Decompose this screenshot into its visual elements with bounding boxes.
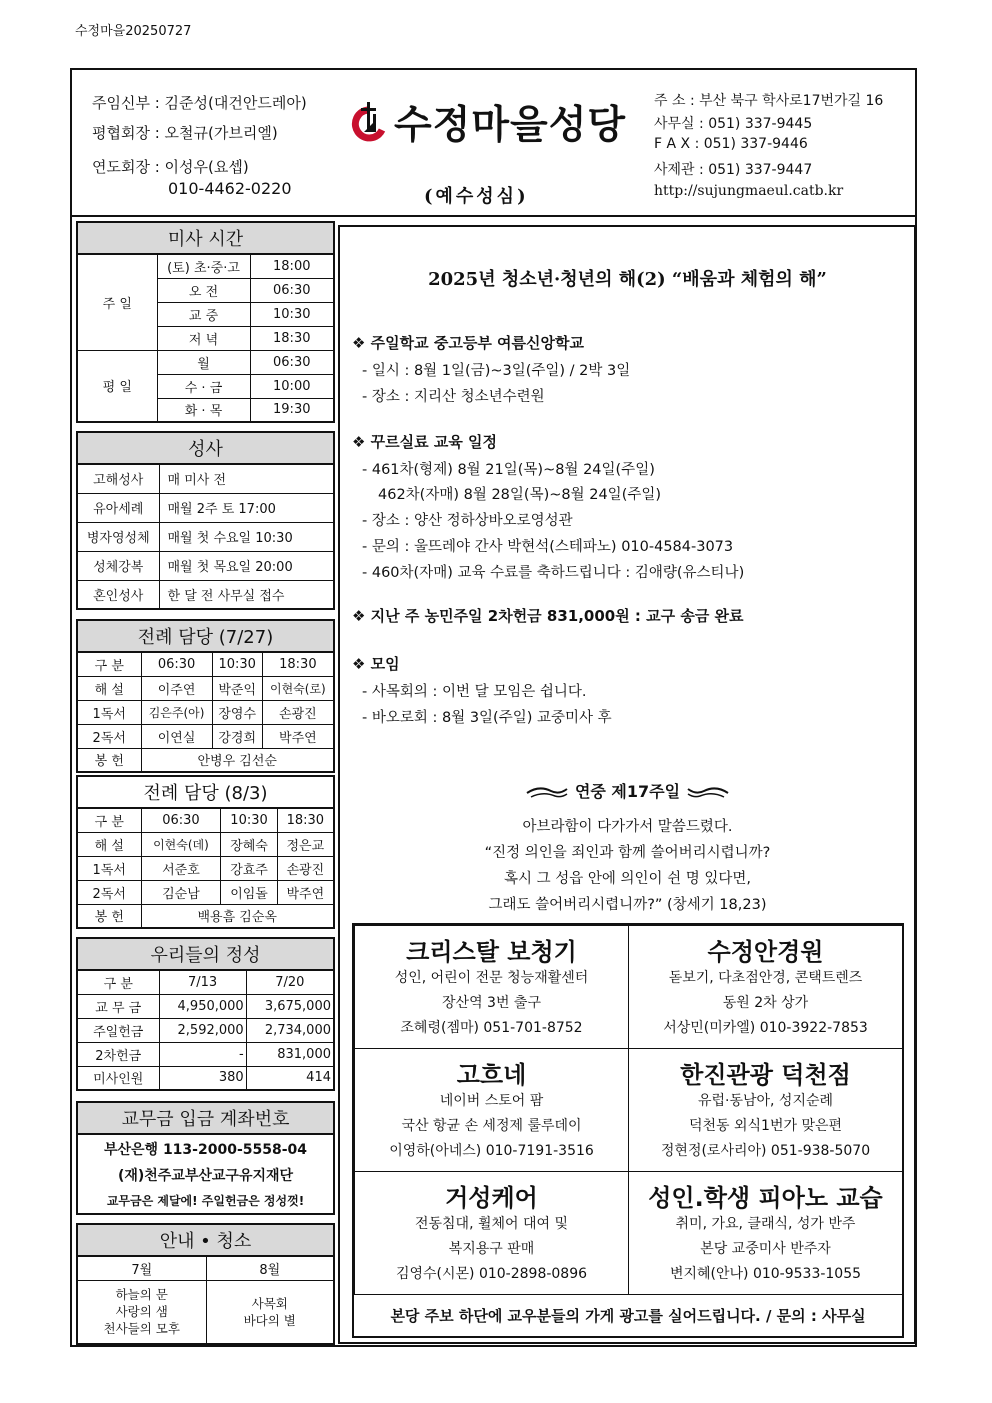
liturgy-role: 해 설 bbox=[77, 832, 141, 856]
liturgy-table-0803 bbox=[76, 775, 335, 929]
offerings-value: 2,734,000 bbox=[246, 1018, 334, 1042]
liturgy-person: 강효주 bbox=[221, 856, 277, 880]
notice-item: - 460차(자매) 교육 수료를 축하드립니다 : 김애량(유스티나) bbox=[362, 565, 745, 581]
fax-number: F A X : 051) 337-9446 bbox=[654, 136, 808, 152]
cleaning-table bbox=[76, 1223, 335, 1345]
offerings-value: 380 bbox=[159, 1066, 246, 1090]
liturgy-role: 봉 헌 bbox=[77, 748, 141, 772]
office-phone: 사무실 : 051) 337-9445 bbox=[654, 116, 813, 132]
ad-line: 취미, 가요, 클래식, 성가 반주 bbox=[675, 1216, 856, 1232]
liturgy-person: 장혜숙 bbox=[221, 832, 277, 856]
parish-title: 수정마을성당 bbox=[394, 103, 627, 148]
offerings-value: - bbox=[159, 1042, 246, 1066]
mass-times-box bbox=[76, 221, 335, 423]
account-holder: (재)천주교부산교구유지재단 bbox=[117, 1168, 294, 1184]
liturgy-role: 해 설 bbox=[77, 676, 141, 700]
sunday-title: 연중 제17주일 bbox=[574, 782, 681, 801]
mass-time: 18:00 bbox=[250, 254, 334, 278]
offerings-col-header: 7/13 bbox=[159, 970, 246, 994]
ad-footer: 본당 주보 하단에 교우분들의 가게 광고를 실어드립니다. / 문의 : 사무실 bbox=[390, 1307, 866, 1325]
liturgy-col-header: 06:30 bbox=[141, 808, 221, 832]
verse-line: 아브라함이 다가가서 말씀드렸다. bbox=[522, 819, 733, 835]
cleaning-group: 하늘의 문 bbox=[115, 1287, 168, 1303]
ad-card bbox=[354, 925, 629, 1049]
liturgy-role: 2독서 bbox=[77, 880, 141, 904]
verse-line: “진정 의인을 죄인과 함께 쓸어버리시렵니까? bbox=[484, 845, 771, 861]
rosary-info: 연도회장 : 이성우(요셉) bbox=[92, 158, 249, 176]
mass-time: 06:30 bbox=[250, 278, 334, 302]
liturgy-col-header: 18:30 bbox=[277, 808, 334, 832]
ad-name: 수정안경원 bbox=[707, 938, 824, 966]
ad-card bbox=[354, 1171, 629, 1295]
liturgy-person: 손광진 bbox=[262, 700, 334, 724]
sacrament-label: 성체강복 bbox=[77, 551, 159, 580]
ad-line: 장산역 3번 출구 bbox=[442, 995, 541, 1011]
offerings-value: 2,592,000 bbox=[159, 1018, 246, 1042]
mass-times-title: 미사 시간 bbox=[77, 222, 334, 254]
liturgy-title: 전례 담당 (7/27) bbox=[77, 620, 334, 652]
liturgy-role: 봉 헌 bbox=[77, 904, 141, 928]
liturgy-person: 이현숙(로) bbox=[262, 676, 334, 700]
ad-line: 덕천동 외식1번가 맞은편 bbox=[688, 1118, 843, 1134]
liturgy-person: 박준익 bbox=[212, 676, 262, 700]
ad-line: 이영하(아네스) 010-7191-3516 bbox=[389, 1143, 594, 1159]
mass-time: 10:30 bbox=[250, 302, 334, 326]
liturgy-col-header: 10:30 bbox=[221, 808, 277, 832]
cleaning-group: 천사들의 모후 bbox=[103, 1321, 180, 1337]
cleaning-group: 사랑의 샘 bbox=[115, 1304, 168, 1320]
cleaning-group: 사목회 bbox=[251, 1295, 288, 1311]
mass-times-table bbox=[76, 221, 335, 423]
ad-line: 김영수(시몬) 010-2898-0896 bbox=[395, 1266, 588, 1282]
offerings-col-header: 7/20 bbox=[246, 970, 334, 994]
notice-item: - 바오로회 : 8월 3일(주일) 교중미사 후 bbox=[362, 710, 612, 726]
mass-time: 06:30 bbox=[250, 350, 334, 374]
ornament-right-icon bbox=[686, 785, 730, 801]
sacraments-box bbox=[76, 431, 335, 610]
account-table bbox=[76, 1101, 335, 1215]
ad-line: 전동침대, 휠체어 대여 및 bbox=[414, 1216, 569, 1232]
liturgy-person: 박주연 bbox=[277, 880, 334, 904]
cleaning-july bbox=[77, 1280, 206, 1344]
cleaning-col-header: 7월 bbox=[77, 1256, 206, 1280]
cleaning-group: 바다의 별 bbox=[243, 1312, 296, 1328]
sacrament-label: 혼인성사 bbox=[77, 580, 159, 609]
liturgy-box-0727 bbox=[76, 619, 335, 773]
account-bank: 부산은행 113-2000-5558-04 bbox=[103, 1141, 308, 1158]
notices-title: 2025년 청소년·청년의 해(2) “배움과 체험의 해” bbox=[428, 269, 827, 290]
sunday-label: 주 일 bbox=[77, 254, 157, 350]
notices-panel bbox=[338, 225, 915, 1344]
sacrament-label: 병자영성체 bbox=[77, 522, 159, 551]
sacrament-value: 한 달 전 사무실 접수 bbox=[159, 580, 334, 609]
liturgy-person: 김순남 bbox=[141, 880, 221, 904]
account-note: 교무금은 제달에! 주일헌금은 정성껏! bbox=[106, 1194, 305, 1208]
liturgy-person: 정은교 bbox=[277, 832, 334, 856]
liturgy-person: 이연실 bbox=[141, 724, 212, 748]
liturgy-role: 1독서 bbox=[77, 700, 141, 724]
offerings-label: 2차헌금 bbox=[77, 1042, 159, 1066]
liturgy-person: 강경희 bbox=[212, 724, 262, 748]
liturgy-person: 이임돌 bbox=[221, 880, 277, 904]
mass-label: (토) 초·중·고 bbox=[157, 254, 250, 278]
offerings-value: 414 bbox=[246, 1066, 334, 1090]
notice-item: - 461차(형제) 8월 21일(목)~8월 24일(주일) bbox=[362, 462, 655, 478]
sacraments-table bbox=[76, 431, 335, 610]
liturgy-offering: 안병우 김선순 bbox=[141, 748, 334, 772]
bulletin-frame bbox=[70, 68, 917, 1347]
offerings-value: 3,675,000 bbox=[246, 994, 334, 1018]
bulletin-header bbox=[72, 70, 915, 217]
verse-line: 그래도 쓸어버리시렵니까?” (창세기 18,23) bbox=[488, 897, 767, 913]
liturgy-person: 손광진 bbox=[277, 856, 334, 880]
offerings-title: 우리들의 정성 bbox=[77, 938, 334, 970]
sacrament-label: 고해성사 bbox=[77, 464, 159, 493]
pastor-info: 주임신부 : 김준성(대건안드레아) bbox=[92, 94, 307, 112]
liturgy-col-header: 18:30 bbox=[262, 652, 334, 676]
notice-item: - 사목회의 : 이번 달 모임은 쉽니다. bbox=[362, 684, 587, 700]
ad-line: 네이버 스토어 팜 bbox=[439, 1093, 544, 1109]
liturgy-title: 전례 담당 (8/3) bbox=[77, 776, 334, 808]
ad-name: 거성케어 bbox=[445, 1184, 538, 1212]
notice-item: - 일시 : 8월 1일(금)~3일(주일) / 2박 3일 bbox=[362, 363, 631, 379]
ad-line: 변지혜(안나) 010-9533-1055 bbox=[669, 1266, 862, 1282]
cleaning-august bbox=[206, 1280, 334, 1344]
liturgy-col-header: 06:30 bbox=[141, 652, 212, 676]
ad-name: 크리스탈 보청기 bbox=[406, 938, 577, 966]
document-id: 수정마을20250727 bbox=[75, 24, 192, 39]
cleaning-col-header: 8월 bbox=[206, 1256, 334, 1280]
sacrament-value: 매월 2주 토 17:00 bbox=[159, 493, 334, 522]
notice-heading: ❖ 주일학교 중고등부 여름신앙학교 bbox=[352, 334, 584, 352]
liturgy-person: 장영수 bbox=[212, 700, 262, 724]
offerings-value: 831,000 bbox=[246, 1042, 334, 1066]
liturgy-offering: 백용흠 김순옥 bbox=[141, 904, 334, 928]
sacrament-value: 매월 첫 목요일 20:00 bbox=[159, 551, 334, 580]
liturgy-person: 김은주(아) bbox=[141, 700, 212, 724]
ornament-left-icon bbox=[525, 785, 569, 801]
notice-heading: ❖ 모임 bbox=[352, 655, 400, 673]
ad-name: 한진관광 덕천점 bbox=[680, 1061, 851, 1089]
sacrament-label: 유아세례 bbox=[77, 493, 159, 522]
offerings-box bbox=[76, 937, 335, 1091]
ad-line: 서상민(미카엘) 010-3922-7853 bbox=[663, 1020, 868, 1036]
ad-line: 복지용구 판매 bbox=[448, 1241, 535, 1257]
mass-time: 10:00 bbox=[250, 374, 334, 398]
mass-time: 19:30 bbox=[250, 398, 334, 422]
mass-label: 수 · 금 bbox=[157, 374, 250, 398]
sacrament-value: 매월 첫 수요일 10:30 bbox=[159, 522, 334, 551]
sacrament-value: 매 미사 전 bbox=[159, 464, 334, 493]
notice-item: - 문의 : 울뜨레야 간사 박현석(스테파노) 010-4584-3073 bbox=[362, 539, 734, 555]
notice-heading: ❖ 꾸르실료 교육 일정 bbox=[352, 433, 498, 451]
parish-subtitle: (예수성심) bbox=[424, 186, 529, 207]
ad-line: 돋보기, 다초점안경, 콘택트렌즈 bbox=[668, 970, 863, 986]
mass-label: 화 · 목 bbox=[157, 398, 250, 422]
liturgy-box-0803 bbox=[76, 775, 335, 929]
mass-time: 18:30 bbox=[250, 326, 334, 350]
liturgy-role: 2독서 bbox=[77, 724, 141, 748]
liturgy-col-header: 구 분 bbox=[77, 808, 141, 832]
offerings-col-header: 구 분 bbox=[77, 970, 159, 994]
rosary-phone: 010-4462-0220 bbox=[168, 179, 292, 198]
ad-line: 조혜령(젬마) 051-701-8752 bbox=[400, 1020, 583, 1036]
cleaning-box bbox=[76, 1223, 335, 1345]
ad-line: 성인, 어린이 전문 청능재활센터 bbox=[394, 970, 589, 986]
title-block bbox=[344, 92, 644, 152]
ad-line: 국산 항균 손 세정제 룰루데이 bbox=[401, 1118, 582, 1134]
mass-label: 저 녁 bbox=[157, 326, 250, 350]
sunday-heading bbox=[340, 779, 915, 802]
account-box bbox=[76, 1101, 335, 1215]
offerings-label: 주일헌금 bbox=[77, 1018, 159, 1042]
account-title: 교무금 입금 계좌번호 bbox=[77, 1102, 334, 1134]
ads-section bbox=[352, 923, 904, 1338]
ad-name: 고흐네 bbox=[456, 1061, 527, 1089]
council-info: 평협회장 : 오철규(가브리엘) bbox=[92, 124, 278, 142]
mass-label: 오 전 bbox=[157, 278, 250, 302]
liturgy-person: 서준호 bbox=[141, 856, 221, 880]
liturgy-person: 이주연 bbox=[141, 676, 212, 700]
verse-line: 혹시 그 성읍 안에 의인이 쉰 명 있다면, bbox=[504, 871, 751, 887]
ad-card bbox=[354, 1048, 629, 1172]
offerings-table bbox=[76, 937, 335, 1091]
ad-card bbox=[628, 1171, 903, 1295]
ad-line: 유럽·동남아, 성지순례 bbox=[697, 1093, 834, 1109]
liturgy-role: 1독서 bbox=[77, 856, 141, 880]
offerings-value: 4,950,000 bbox=[159, 994, 246, 1018]
offerings-label: 미사인원 bbox=[77, 1066, 159, 1090]
weekday-label: 평 일 bbox=[77, 350, 157, 422]
ad-line: 본당 교중미사 반주자 bbox=[700, 1241, 831, 1257]
ad-card bbox=[628, 1048, 903, 1172]
notice-item: 462차(자매) 8월 28일(목)~8월 24일(주일) bbox=[378, 487, 662, 503]
address: 주 소 : 부산 북구 학사로17번가길 16 bbox=[654, 93, 884, 109]
liturgy-col-header: 구 분 bbox=[77, 652, 141, 676]
notice-item: - 장소 : 양산 정하상바오로영성관 bbox=[362, 513, 573, 529]
notice-heading: ❖ 지난 주 농민주일 2차헌금 831,000원 : 교구 송금 완료 bbox=[352, 607, 744, 625]
ad-line: 정현정(로사리아) 051-938-5070 bbox=[660, 1143, 871, 1159]
ad-card bbox=[628, 925, 903, 1049]
notice-item: - 장소 : 지리산 청소년수련원 bbox=[362, 389, 545, 405]
sacraments-title: 성사 bbox=[77, 432, 334, 464]
liturgy-col-header: 10:30 bbox=[212, 652, 262, 676]
liturgy-person: 박주연 bbox=[262, 724, 334, 748]
rectory-phone: 사제관 : 051) 337-9447 bbox=[654, 162, 813, 178]
ad-name: 성인.학생 피아노 교습 bbox=[648, 1184, 883, 1212]
liturgy-table-0727 bbox=[76, 619, 335, 773]
ad-line: 동원 2차 상가 bbox=[722, 995, 809, 1011]
offerings-label: 교 무 금 bbox=[77, 994, 159, 1018]
church-logo-icon bbox=[346, 100, 392, 146]
mass-label: 교 중 bbox=[157, 302, 250, 326]
mass-label: 월 bbox=[157, 350, 250, 374]
cleaning-title: 안내 • 청소 bbox=[77, 1224, 334, 1256]
liturgy-person: 이현숙(데) bbox=[141, 832, 221, 856]
website-link[interactable]: http://sujungmaeul.catb.kr bbox=[654, 183, 844, 199]
